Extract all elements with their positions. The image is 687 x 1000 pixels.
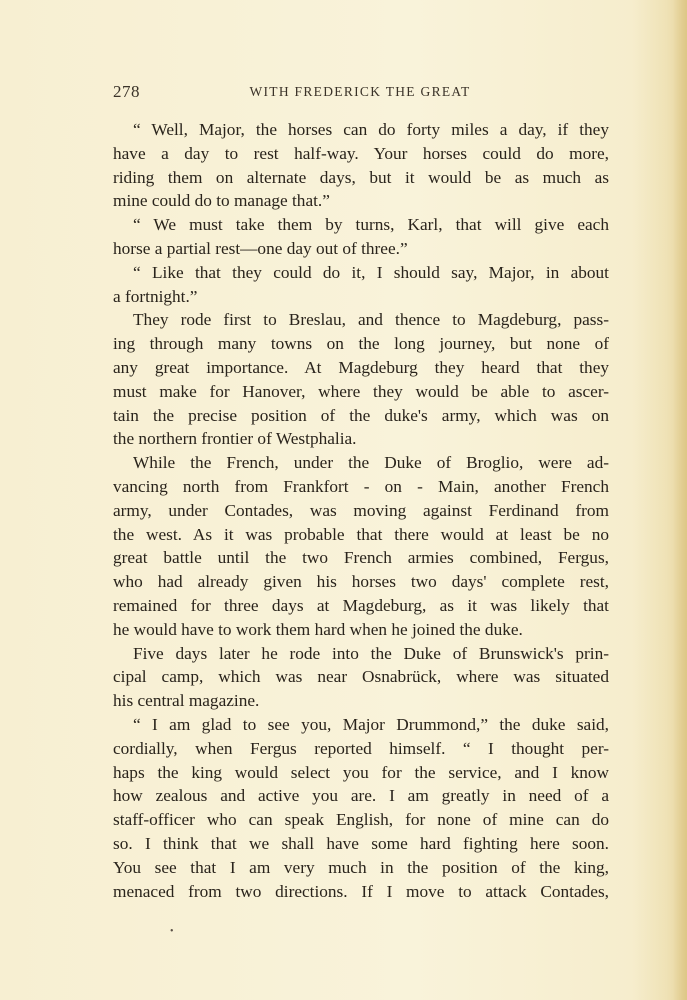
text-line: a fortnight.”: [113, 286, 198, 306]
text-line: the northern frontier of Westphalia.: [113, 429, 357, 449]
text-line: staff-officer who can speak English, for none of mine can do: [113, 810, 609, 830]
text-line: “ Like that they could do it, I should say, Major, in about: [133, 262, 609, 282]
text-line: “ Well, Major, the horses can do forty miles a day, if they: [133, 120, 609, 139]
text-line: the west. As it was probable that there would at least be no: [113, 524, 609, 544]
text-line: ing through many towns on the long journey, but none of: [113, 334, 609, 354]
text-line: he would have to work them hard when he joined the duke.: [113, 619, 523, 639]
text-line: remained for three days at Magdeburg, as it was likely that: [113, 595, 609, 615]
text-line: cipal camp, which was near Osnabrück, where was situated: [113, 667, 609, 687]
text-line: While the French, under the Duke of Broglio, were ad-: [133, 453, 609, 473]
text-line: “ I am glad to see you, Major Drummond,” the duke said,: [133, 714, 609, 734]
text-line: how zealous and active you are. I am greatly in need of a: [113, 786, 609, 806]
body-text: [113, 118, 609, 903]
text-line: any great importance. At Magdeburg they heard that they: [113, 357, 609, 377]
text-line: riding them on alternate days, but it would be as much as: [113, 167, 609, 187]
running-head: [113, 82, 607, 102]
text-line: Five days later he rode into the Duke of Brunswick's prin-: [133, 643, 609, 663]
text-line: must make for Hanover, where they would be able to ascer-: [113, 381, 609, 401]
running-title: WITH FREDERICK THE GREAT: [249, 84, 471, 99]
page-edge-shadow: [673, 0, 687, 1000]
text-line: horse a partial rest—one day out of three.”: [113, 238, 408, 258]
text-line: “ We must take them by turns, Karl, that will give each: [133, 215, 609, 235]
text-line: mine could do to manage that.”: [113, 191, 330, 211]
ink-speck-mark: •: [170, 926, 174, 937]
text-line: haps the king would select you for the service, and I know: [113, 762, 609, 782]
text-line: have a day to rest half-way. Your horses could do more,: [113, 143, 609, 163]
text-line: tain the precise position of the duke's army, which was on: [113, 405, 609, 425]
text-line: They rode first to Breslau, and thence to Magdeburg, pass-: [133, 310, 609, 330]
text-line: menaced from two directions. If I move to attack Contades,: [113, 881, 609, 901]
page-number: 278: [113, 82, 140, 101]
text-line: so. I think that we shall have some hard fighting here soon.: [113, 833, 609, 853]
text-line: cordially, when Fergus reported himself. “ I thought per-: [113, 738, 609, 758]
text-line: You see that I am very much in the position of the king,: [113, 857, 609, 877]
text-line: army, under Contades, was moving against Ferdinand from: [113, 500, 609, 520]
text-line: his central magazine.: [113, 691, 260, 711]
text-line: who had already given his horses two days' complete rest,: [113, 572, 609, 592]
text-line: vancing north from Frankfort - on - Main, another French: [113, 476, 609, 496]
text-line: great battle until the two French armies combined, Fergus,: [113, 548, 609, 568]
